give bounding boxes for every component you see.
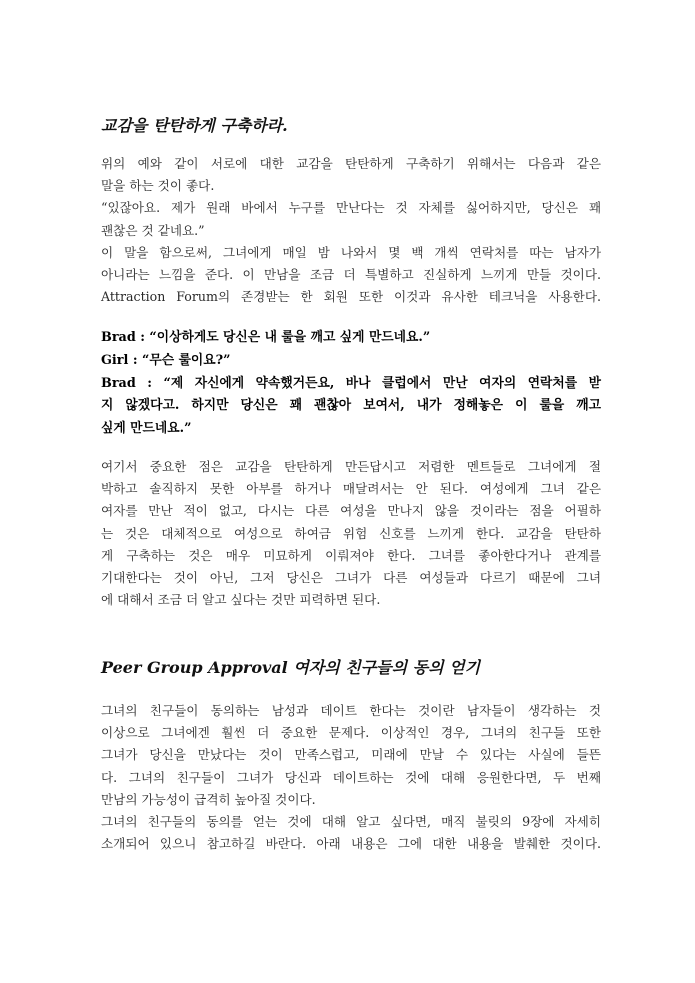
text-line: 괜찮은 것 같네요.” — [101, 222, 205, 238]
text-line: 는 것은 대체적으로 여성으로 하여금 위험 신호를 느끼게 한다. 교감을 탄탄하 — [101, 525, 601, 541]
dialogue-line: 지 않겠다고. 하지만 당신은 꽤 괜찮아 보여서, 내가 정해놓은 이 룰을 깨고 — [101, 398, 601, 414]
text-line: 다. 그녀의 친구들이 그녀가 당신과 데이트하는 것에 대해 응원한다면, 두 번째 — [101, 769, 601, 785]
section-heading-peer-group: Peer Group Approval 여자의 친구들의 동의 얻기 — [101, 658, 481, 677]
dialogue-line: Brad : “제 자신에게 약속했거든요, 바나 클럽에서 만난 여자의 연락처를 받 — [101, 375, 601, 391]
intro-paragraph — [101, 153, 601, 308]
text-line: 여기서 중요한 점은 교감을 탄탄하게 만든답시고 저렴한 멘트들로 그녀에게 절 — [101, 459, 601, 474]
section-heading-rapport: 교감을 탄탄하게 구축하라. — [101, 116, 288, 135]
text-line: 에 대해서 조금 더 알고 싶다는 것만 피력하면 된다. — [101, 592, 381, 608]
peer-group-paragraph — [101, 700, 601, 855]
text-line: Attraction Forum의 존경받는 한 회원 또한 이것과 유사한 테크닉을 사용한다. — [101, 289, 601, 305]
dialogue-line: 싶게 만드네요.” — [101, 421, 192, 437]
text-line: 기대한다는 것이 아닌, 그저 당신은 그녀가 다른 여성들과 다르기 때문에 그녀 — [101, 570, 601, 586]
text-line: 그녀가 당신을 만났다는 것이 만족스럽고, 미래에 만날 수 있다는 사실에 들뜬 — [101, 747, 601, 763]
dialogue-block — [101, 327, 601, 441]
text-line: 위의 예와 같이 서로에 대한 교감을 탄탄하게 구축하기 위해서는 다음과 같은 — [101, 156, 601, 171]
text-line: 만남의 가능성이 급격히 높아질 것이다. — [101, 791, 316, 807]
text-line: 말을 하는 것이 좋다. — [101, 178, 215, 194]
text-line: 게 구축하는 것은 매우 미묘하게 이뤄져야 한다. 그녀를 좋아한다거나 관계를 — [101, 547, 601, 563]
text-line: 여자를 만난 적이 없고, 다시는 다른 여성을 만나지 않을 것이라는 점을 어필하 — [101, 503, 601, 519]
text-line: 아니라는 느낌을 준다. 이 만남을 조금 더 특별하고 진실하게 느끼게 만들 것이다. — [101, 267, 601, 283]
dialogue-line: Brad : “이상하게도 당신은 내 룰을 깨고 싶게 만드네요.” — [101, 330, 431, 345]
text-line: 이 말을 함으로써, 그녀에게 매일 밤 나와서 몇 백 개씩 연락처를 따는 남자가 — [101, 244, 601, 260]
dialogue-line: Girl : “무슨 룰이요?” — [101, 352, 231, 368]
text-line: “있잖아요. 제가 원래 바에서 누구를 만난다는 것 자체를 싫어하지만, 당신은 꽤 — [101, 200, 601, 216]
text-line: 그녀의 친구들의 동의를 얻는 것에 대해 알고 싶다면, 매직 불릿의 9장에 자세히 — [101, 814, 601, 830]
advice-paragraph — [101, 456, 601, 611]
text-line: 박하고 솔직하지 못한 아부를 하거나 매달려서는 안 된다. 여성에게 그녀 같은 — [101, 481, 601, 497]
text-line: 소개되어 있으니 참고하길 바란다. 아래 내용은 그에 대한 내용을 발췌한 것이다. — [101, 836, 601, 852]
text-line: 이상으로 그녀에겐 훨씬 더 중요한 문제다. 이상적인 경우, 그녀의 친구들 또한 — [101, 725, 601, 741]
text-line: 그녀의 친구들이 동의하는 남성과 데이트 한다는 것이란 남자들이 생각하는 것 — [101, 703, 601, 718]
